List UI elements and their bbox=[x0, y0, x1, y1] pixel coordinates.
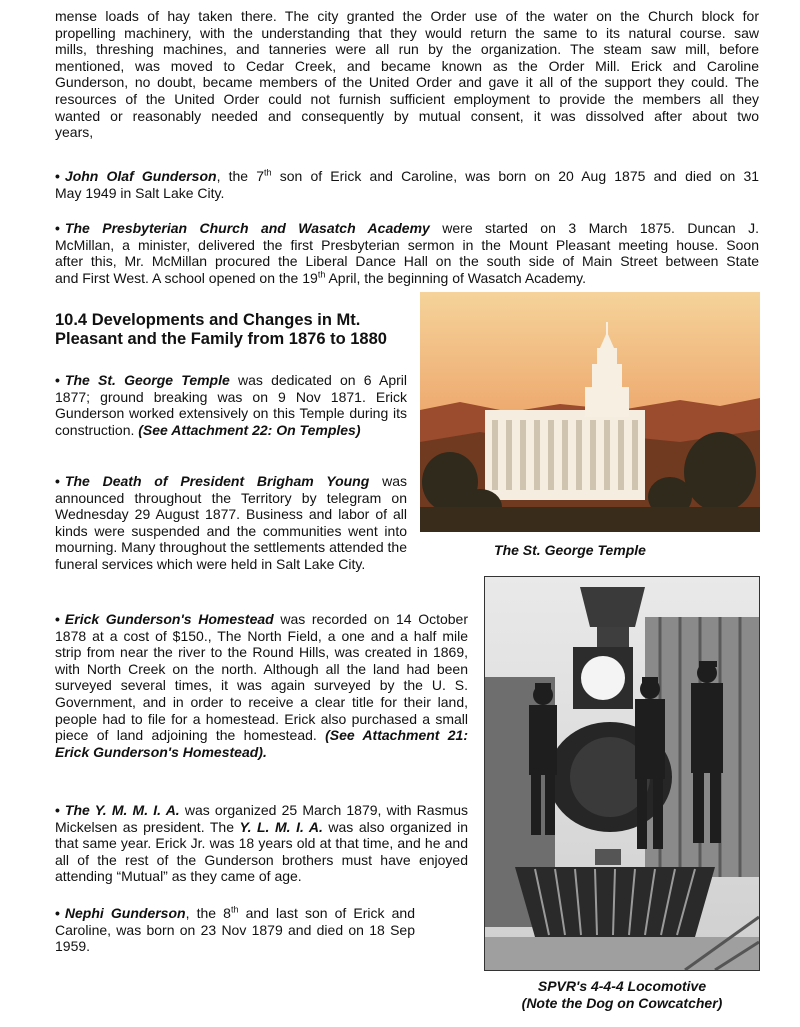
paragraph-homestead bbox=[55, 611, 468, 760]
nephi-text-2: and last son of Erick and Caroline, was born on 23 Nov 1879 and died on 18 Sep 1959. bbox=[55, 905, 416, 955]
locomotive-caption bbox=[484, 978, 760, 1012]
paragraph-ymmia bbox=[55, 802, 468, 885]
ylmia-name: Y. L. M. I. A. bbox=[239, 818, 323, 835]
bullet-icon: • bbox=[55, 372, 60, 388]
bullet-icon: • bbox=[55, 473, 60, 489]
bullet-icon: • bbox=[55, 611, 60, 627]
bullet-icon: • bbox=[55, 905, 60, 921]
nephi-name: Nephi Gunderson bbox=[64, 905, 186, 921]
intro-lines bbox=[55, 8, 759, 124]
john-line-1 bbox=[55, 168, 759, 185]
homestead-name: Erick Gunderson's Homestead bbox=[64, 611, 274, 627]
paragraph-presbyterian bbox=[55, 220, 759, 286]
presby-line-3: after this, Mr. McMillan procured the Liberal Dance Hall on the south side of Main Street between State bbox=[55, 253, 759, 270]
ymmia-text-2: was also organized in that same year. Erick Jr. was 18 years old at that time, and he and all of the rest of the Gunderson brothers must have enjoyed attending “Mutual” as they came of age. bbox=[55, 818, 468, 885]
temple-photo bbox=[420, 292, 760, 532]
intro-line: mills, threshing machines, and tanneries were all run by the organization. The steam saw mill, before bbox=[55, 41, 759, 58]
section-heading-line-2: Pleasant and the Family from 1876 to 1880 bbox=[55, 330, 387, 348]
intro-line: Gunderson, no doubt, became members of the United Order and gave it all of the support they could. The bbox=[55, 74, 759, 91]
intro-line: resources of the United Order could not furnish sufficient employment to provide the members all they bbox=[55, 90, 759, 107]
bullet-icon: • bbox=[55, 802, 60, 818]
intro-paragraph bbox=[55, 8, 759, 141]
temple-ref: (See Attachment 22: On Temples) bbox=[138, 421, 361, 438]
paragraph-temple bbox=[55, 372, 407, 438]
john-text-1: , the 7 bbox=[216, 168, 265, 184]
paragraph-nephi bbox=[55, 905, 415, 955]
locomotive-photo bbox=[484, 576, 760, 971]
section-heading bbox=[55, 311, 415, 349]
intro-line: mentioned, was moved to Cedar Creek, and became known as the Order Mill. Erick and Caroline bbox=[55, 57, 759, 74]
homestead-ref: (See Attachment 21: Erick Gunderson's Homestead). bbox=[55, 727, 468, 760]
presby-text-4a: and First West. A school opened on the 19 bbox=[55, 269, 318, 286]
paragraph-john-olaf bbox=[55, 168, 759, 201]
john-line-2: May 1949 in Salt Lake City. bbox=[55, 184, 225, 201]
presby-line-1 bbox=[55, 220, 759, 237]
locomotive-caption-line-1: SPVR's 4-4-4 Locomotive bbox=[537, 978, 707, 994]
presby-text-1: were started on 3 March 1875. Duncan J. bbox=[429, 220, 759, 236]
brigham-name: The Death of President Brigham Young bbox=[64, 473, 370, 489]
presby-name: The Presbyterian Church and Wasatch Academy bbox=[64, 220, 430, 236]
temple-text: was dedicated on 6 April 1877; ground breaking was on 9 Nov 1871. Erick Gunderson worked extensively on this Temple during its construction. bbox=[55, 372, 407, 438]
temple-name: The St. George Temple bbox=[64, 372, 230, 388]
paragraph-brigham bbox=[55, 473, 407, 573]
nephi-text-1: , the 8 bbox=[185, 905, 231, 921]
presby-sup: th bbox=[317, 269, 326, 280]
john-text-2: son of Erick and Caroline, was born on 20 Aug 1875 and died on 31 bbox=[271, 168, 760, 184]
ymmia-text-1: was organized 25 March 1879, with Rasmus Mickelsen as president. The bbox=[55, 802, 469, 835]
intro-line: wanted or reasonably needed and consequently by mutual consent, it was dissolved after about two bbox=[55, 107, 759, 124]
presby-line-4 bbox=[55, 270, 759, 287]
intro-line: propelling machinery, with the understanding that they would return the same to its natural course. saw bbox=[55, 24, 759, 41]
intro-last-line: years, bbox=[55, 124, 94, 141]
john-name: John Olaf Gunderson bbox=[64, 168, 217, 184]
nephi-sup: th bbox=[230, 904, 239, 915]
presby-line-2: McMillan, a minister, delivered the first Presbyterian sermon in the Mount Pleasant meeting house. Soon bbox=[55, 236, 759, 253]
ymmia-name: The Y. M. M. I. A. bbox=[64, 802, 180, 818]
temple-illustration bbox=[420, 292, 760, 532]
brigham-text: was announced throughout the Territory by telegram on Wednesday 29 August 1877. Business and labor of all kinds were suspended and the communities went into mourning. Many throughout the settlements attended the funeral services which were held in Salt Lake City. bbox=[55, 473, 407, 572]
locomotive-caption-line-2: (Note the Dog on Cowcatcher) bbox=[521, 995, 723, 1011]
intro-line: mense loads of hay taken there. The city granted the Order use of the water on the Church block for bbox=[55, 8, 759, 24]
bullet-icon: • bbox=[55, 168, 60, 184]
presby-text-4b: April, the beginning of Wasatch Academy. bbox=[325, 269, 587, 286]
bullet-icon: • bbox=[55, 220, 60, 236]
john-sup: th bbox=[264, 167, 272, 178]
temple-caption: The St. George Temple bbox=[494, 542, 646, 558]
homestead-text: was recorded on 14 October 1878 at a cost of $150., The North Field, a one and a half mile strip from near the river to the Round Hills, was created in 1869, with North Creek on the north. Although all the land had been surveyed several times, it was again surveyed by the U. S. Government, and in order to receive a clear title for their land, people had to file for a homestead. Erick also purchased a small piece of land adjoining the homestead. bbox=[55, 611, 469, 744]
section-heading-line-1: 10.4 Developments and Changes in Mt. bbox=[55, 311, 361, 329]
locomotive-illustration bbox=[485, 577, 759, 970]
